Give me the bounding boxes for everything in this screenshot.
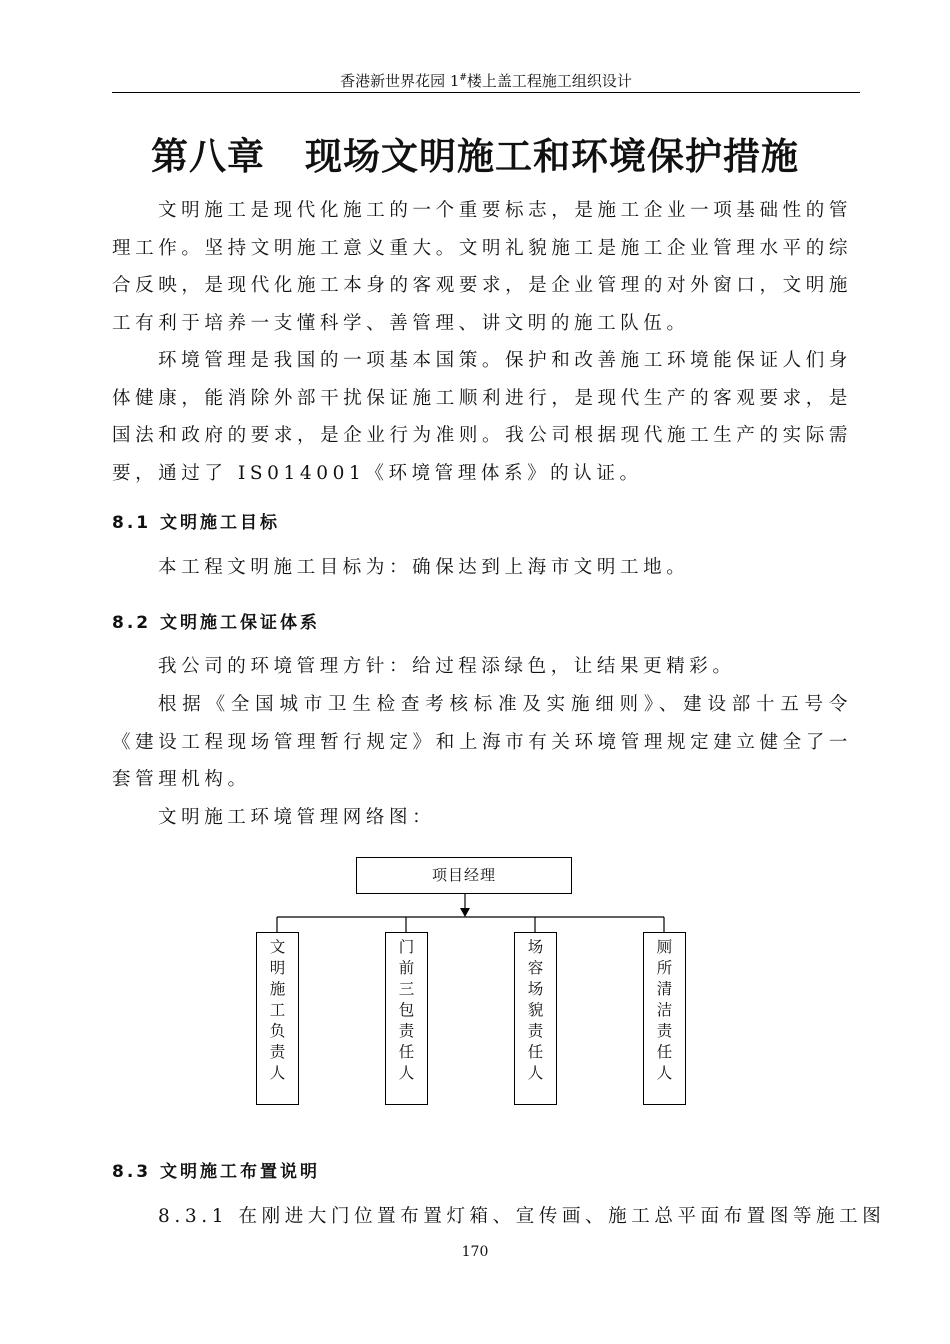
- org-node-toilet-cleaning: [643, 932, 686, 1105]
- org-char: 施: [269, 980, 286, 998]
- org-char: 厕: [656, 938, 673, 956]
- header-title-sup: #: [459, 73, 467, 83]
- org-char: 任: [656, 1043, 673, 1061]
- chapter-name: 现场文明施工和环境保护措施: [305, 135, 799, 178]
- org-char: 任: [527, 1043, 544, 1061]
- org-char: 所: [656, 959, 673, 977]
- org-char: 包: [398, 1001, 415, 1019]
- section-8-1-heading: 8.1 文明施工目标: [112, 513, 281, 533]
- org-node-front-door: [385, 932, 428, 1105]
- page-number: 170: [461, 1244, 489, 1260]
- section-8-1-text: 本工程文明施工目标为：确保达到上海市文明工地。: [158, 557, 690, 578]
- section-8-2-heading: 8.2 文明施工保证体系: [112, 613, 321, 633]
- running-header: [112, 66, 860, 93]
- org-root-project-manager: 项目经理: [356, 857, 572, 894]
- org-char: 前: [398, 959, 415, 977]
- org-char: 责: [656, 1022, 673, 1040]
- org-char: 容: [527, 959, 544, 977]
- chart-caption: 文明施工环境管理网络图：: [158, 807, 436, 828]
- section-8-2-policy: 我公司的环境管理方针：给过程添绿色，让结果更精彩。: [158, 656, 736, 677]
- org-char: 场: [527, 980, 544, 998]
- chapter-number: 第八章: [151, 135, 265, 178]
- section-8-3-1-text: 8.3.1 在刚进大门位置布置灯箱、宣传画、施工总平面布置图等施工图: [158, 1206, 886, 1227]
- org-char: 门: [398, 938, 415, 956]
- intro-paragraph-1: 文明施工是现代化施工的一个重要标志，是施工企业一项基础性的管理工作。坚持文明施工意义重大。文明礼貌施工是施工企业管理水平的综合反映，是现代化施工本身的客观要求，是企业管理的对外窗口，文明施工有利于培养一支懂科学、善管理、讲文明的施工队伍。: [112, 200, 852, 334]
- org-char: 清: [656, 980, 673, 998]
- org-char: 责: [398, 1022, 415, 1040]
- org-char: 明: [269, 959, 286, 977]
- org-char: 责: [527, 1022, 544, 1040]
- section-8-2-basis: 根据《全国城市卫生检查考核标准及实施细则》、建设部十五号令《建设工程现场管理暂行规定》和上海市有关环境管理规定建立健全了一套管理机构。: [112, 694, 852, 790]
- org-char: 三: [398, 980, 415, 998]
- org-char: 貌: [527, 1001, 544, 1019]
- org-char: 任: [398, 1043, 415, 1061]
- org-char: 场: [527, 938, 544, 956]
- org-char: 人: [527, 1064, 544, 1082]
- org-char: 洁: [656, 1001, 673, 1019]
- intro-paragraph-2: 环境管理是我国的一项基本国策。保护和改善施工环境能保证人们身体健康，能消除外部干扰保证施工顺利进行，是现代生产的客观要求，是国法和政府的要求，是企业行为准则。我公司根据现代施工生产的实际需要，通过了 IS014001《环境管理体系》的认证。: [112, 350, 852, 484]
- header-title-prefix: 香港新世界花园 1: [340, 72, 460, 90]
- org-node-civilized-construction: [256, 932, 299, 1105]
- org-char: 人: [656, 1064, 673, 1082]
- org-char: 工: [269, 1001, 286, 1019]
- org-char: 文: [269, 938, 286, 956]
- org-node-site-appearance: [514, 932, 557, 1105]
- header-title-suffix: 楼上盖工程施工组织设计: [466, 72, 632, 90]
- org-char: 负: [269, 1022, 286, 1040]
- section-8-3-heading: 8.3 文明施工布置说明: [112, 1162, 321, 1182]
- org-char: 人: [398, 1064, 415, 1082]
- org-char: 责: [269, 1043, 286, 1061]
- org-char: 人: [269, 1064, 286, 1082]
- chapter-title: [0, 126, 950, 180]
